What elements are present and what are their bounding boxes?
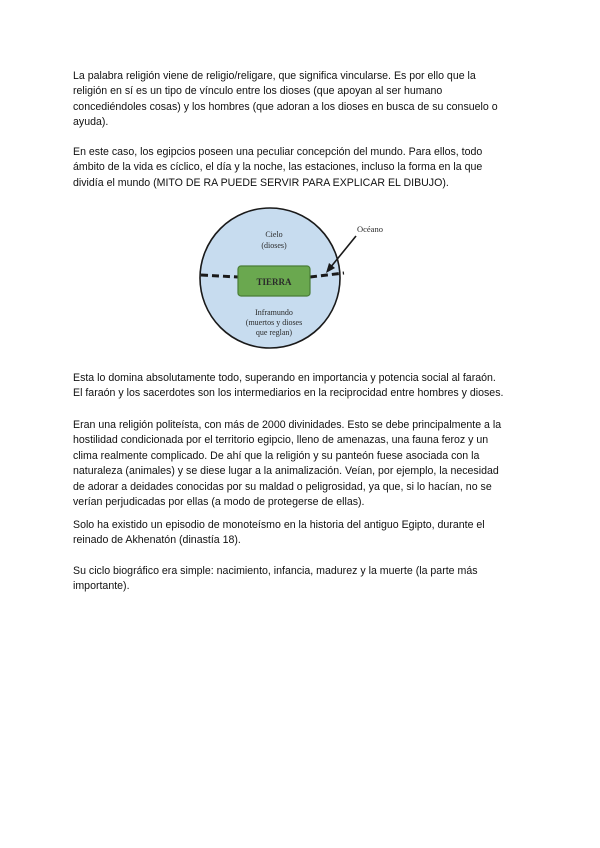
sky-sublabel: (dioses) [261,241,287,250]
text-line: La palabra religión viene de religio/religare, que significa vincularse. Es por ello que la [73,70,476,82]
text-line: Su ciclo biográfico era simple: nacimiento, infancia, madurez y la muerte (la parte más [73,565,478,577]
text-line: En este caso, los egipcios poseen una peculiar concepción del mundo. Para ellos, todo [73,146,483,158]
paragraph-life-cycle [73,564,538,595]
text-line: dividía el mundo (MITO DE RA PUEDE SERVIR PARA EXPLICAR EL DIBUJO). [73,176,449,189]
text-line: ayuda). [73,116,109,129]
text-line: hostilidad condicionada por el territorio egipcio, lleno de amenazas, una fauna feroz y un [73,434,489,447]
text-line: reinado de Akhenatón (dinastía 18). [73,534,241,547]
text-line: religión en sí es un tipo de vínculo entre los dioses (que apoyan al ser humano [73,85,443,98]
text-line: verían perjudicadas por ellas (a modo de protegerse de ellas). [73,496,365,509]
paragraph-monotheism [73,518,538,549]
underworld-sublabel-1: (muertos y dioses [245,318,303,327]
paragraph-polytheism [73,418,538,510]
paragraph-egyptian-worldview [73,145,538,191]
ocean-label: Océano [357,224,383,234]
underworld-label: Inframundo [255,308,293,317]
text-line: El faraón y los sacerdotes son los intermediarios en la reciprocidad entre hombres y dioses. [73,387,504,400]
cosmology-diagram [195,198,405,358]
paragraph-religion-definition [73,69,538,131]
earth-label: TIERRA [256,277,292,287]
text-line: Eran una religión politeísta, con más de 2000 divinidades. Esto se debe principalmente a la [73,419,502,431]
text-line: de adorar a deidades conocidas por su maldad o peligrosidad, ya que, si lo hacían, no se [73,480,492,493]
underworld-sublabel-2: que reglan) [255,328,293,337]
text-line: clima realmente complicado. De ahí que la religión y su panteón fuese asociada con la [73,449,480,462]
text-line: concediéndoles cosas) y los hombres (que adoran a los dioses en busca de su consuelo o [73,100,498,113]
sky-label: Cielo [265,230,283,239]
text-line: naturaleza (animales) y se diese lugar a la animalización. Veían, por ejemplo, la necesidad [73,465,499,478]
paragraph-pharaoh [73,371,538,402]
text-line: Esta lo domina absolutamente todo, superando en importancia y potencia social al faraón. [73,372,496,384]
text-line: ámbito de la vida es cíclico, el día y la noche, las estaciones, incluso la forma en la que [73,161,483,174]
text-line: Solo ha existido un episodio de monoteísmo en la historia del antiguo Egipto, durante el [73,519,485,531]
text-line: importante). [73,580,130,593]
